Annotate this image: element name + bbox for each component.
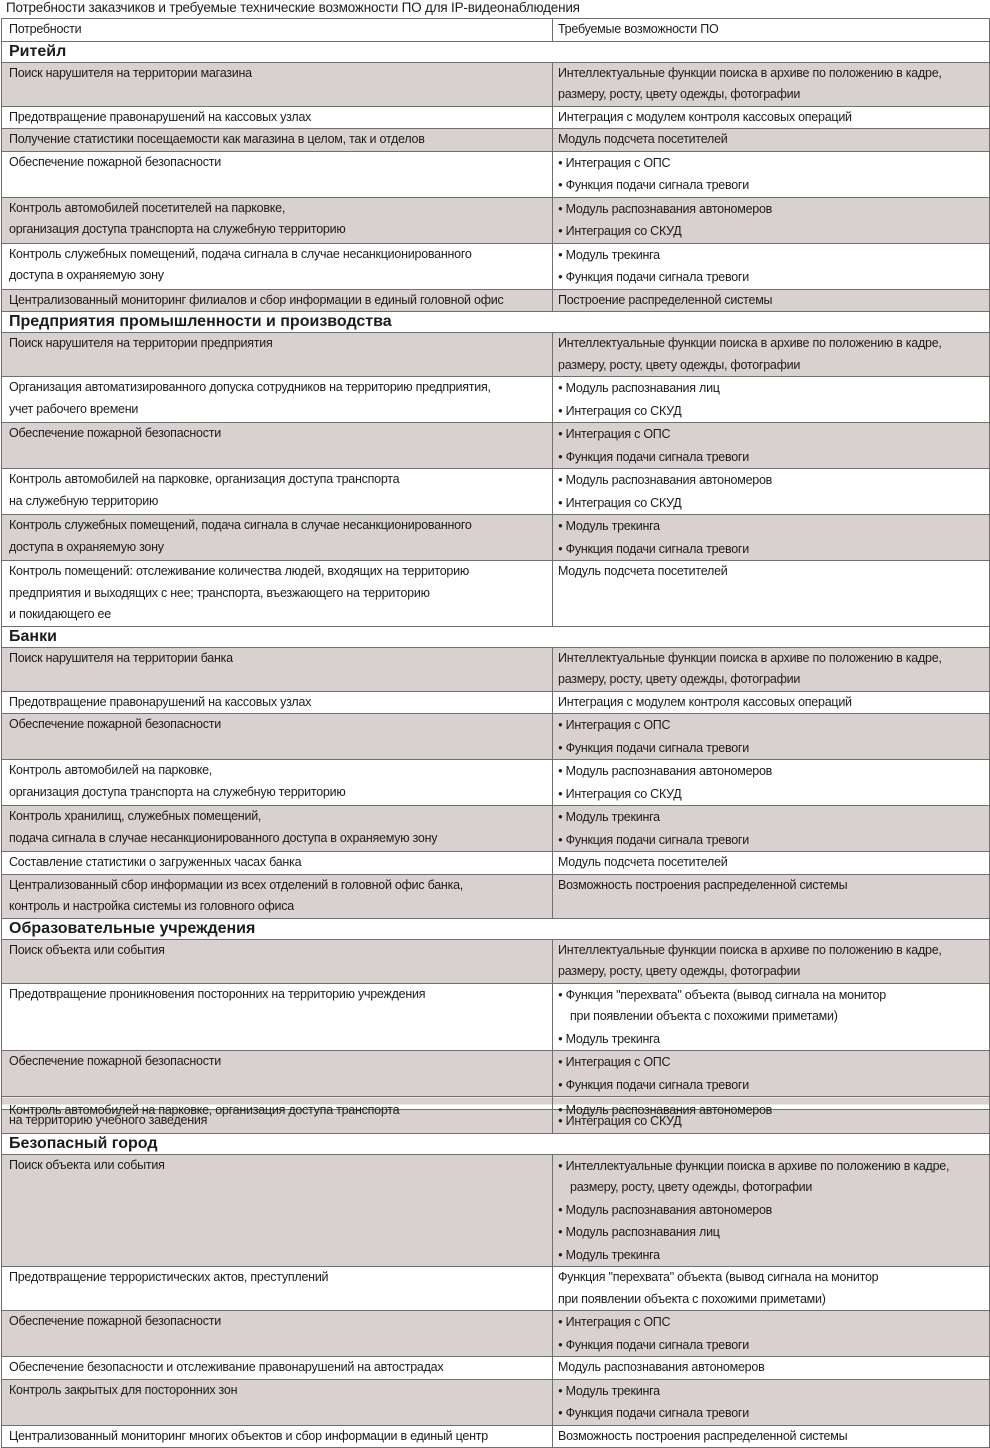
table-row (2, 106, 990, 129)
capability-label: Функция подачи сигнала тревоги (565, 1406, 749, 1420)
table-row (2, 333, 990, 377)
table-row (2, 874, 990, 918)
capability-text (558, 669, 989, 691)
capability-bullet-item (558, 1101, 989, 1117)
need-text: Обеспечение пожарной безопасности (9, 154, 221, 169)
table-row (2, 1154, 990, 1267)
bullet-icon (558, 224, 566, 238)
capability-cell (553, 874, 990, 918)
bullet-icon (558, 1384, 566, 1398)
need-text: Контроль автомобилей на парковке, организация доступа транспорта (9, 472, 400, 486)
need-cell (2, 1379, 553, 1425)
capability-bullet-item (558, 152, 989, 175)
capability-cell (553, 197, 990, 243)
bullet-icon (558, 1032, 566, 1046)
capability-cell (553, 647, 990, 691)
capability-bullet-item (558, 1244, 989, 1267)
capability-label: при появлении объекта с похожими приметами) (570, 1009, 838, 1023)
need-text: Поиск нарушителя на территории банка (9, 650, 233, 665)
capability-text (558, 1426, 989, 1448)
capability-label: Интеллектуальные функции поиска в архиве по положению в кадре, (558, 65, 942, 80)
table-row (2, 243, 990, 289)
need-text: Предотвращение правонарушений на кассовых узлах (9, 694, 312, 709)
need-cell (2, 874, 553, 918)
capability-text (558, 1267, 989, 1289)
table-row (2, 129, 990, 152)
capability-label: Интеграция с модулем контроля кассовых операций (558, 109, 852, 124)
bullet-icon (558, 1315, 566, 1329)
capability-cell (553, 561, 990, 627)
capability-label: Функция подачи сигнала тревоги (565, 1077, 749, 1092)
capability-label: Функция подачи сигнала тревоги (565, 541, 749, 556)
capability-text (558, 1177, 989, 1199)
capability-label: Модуль трекинга (565, 519, 660, 533)
need-text: Поиск нарушителя на территории магазина (9, 65, 252, 80)
capability-label: Функция "перехвата" объекта (вывод сигнала на монитор (565, 987, 886, 1002)
capability-label: Интеллектуальные функции поиска в архиве по положению в кадре, (558, 650, 942, 665)
need-cell (2, 1357, 553, 1380)
capability-label: Функция подачи сигнала тревоги (565, 449, 749, 464)
capability-text (558, 1357, 989, 1379)
need-text: Поиск нарушителя на территории предприятия (9, 336, 273, 350)
need-text: организация доступа транспорта на служебную территорию (9, 222, 346, 236)
bullet-icon (558, 473, 566, 487)
capability-label: Модуль трекинга (565, 1383, 660, 1398)
table-row (2, 691, 990, 714)
table-row (2, 423, 990, 469)
capability-cell (553, 983, 990, 1051)
capability-text (558, 648, 989, 670)
need-text (9, 1101, 552, 1109)
table-body (2, 19, 990, 1448)
bullet-icon (558, 833, 566, 847)
bullet-icon (558, 1159, 566, 1173)
capability-label: Модуль трекинга (565, 1031, 660, 1046)
bullet-icon (558, 542, 566, 556)
need-cell (2, 197, 553, 243)
need-cell (2, 714, 553, 760)
capability-cell (553, 852, 990, 875)
table-header-row (2, 19, 990, 42)
capability-bullet-item (558, 1334, 989, 1357)
capability-cell (553, 129, 990, 152)
capability-label: размеру, росту, цвету одежды, фотографии (558, 672, 801, 686)
capability-label: при появлении объекта с похожими приметами) (558, 1291, 826, 1306)
capability-label: Модуль трекинга (565, 247, 660, 262)
capability-label: Интеграция с ОПС (565, 427, 671, 441)
table-row (2, 1379, 990, 1425)
capability-label: размеру, росту, цвету одежды, фотографии (558, 87, 801, 101)
capability-bullet-item (558, 760, 989, 783)
need-cell (2, 1154, 553, 1267)
need-text: подача сигнала в случае несанкционированного доступа в охраняемую зону (9, 830, 438, 845)
capability-text (558, 63, 989, 85)
column-header-capabilities: Требуемые возможности ПО (553, 19, 990, 42)
capability-cell (553, 806, 990, 852)
capability-label: Возможность построения распределенной системы (558, 1428, 848, 1443)
need-cell (2, 243, 553, 289)
capability-label: Интеграция с ОПС (565, 718, 671, 732)
capability-cell (553, 106, 990, 129)
table-row (2, 760, 990, 806)
capability-label: Интеграция со СКУД (565, 786, 682, 801)
capability-label: Интеграция с ОПС (565, 155, 671, 170)
capability-label: Модуль распознавания автономеров (565, 473, 773, 487)
capability-label: Интеграция со СКУД (565, 1114, 682, 1128)
bullet-icon (558, 427, 566, 441)
capability-bullet-item (558, 1110, 989, 1133)
bullet-icon (558, 202, 566, 216)
need-text: Организация автоматизированного допуска сотрудников на территорию предприятия, (9, 380, 491, 394)
bullet-icon (558, 404, 566, 418)
capability-label: Модуль распознавания лиц (565, 1225, 720, 1239)
table-row (2, 983, 990, 1051)
capability-cell (553, 1311, 990, 1357)
capability-bullet-item (558, 492, 989, 515)
bullet-icon (558, 810, 566, 824)
capability-cell (553, 1357, 990, 1380)
section-header-row (2, 312, 990, 333)
need-cell (2, 852, 553, 875)
need-cell (2, 939, 553, 983)
need-cell (2, 691, 553, 714)
bullet-icon (558, 156, 566, 170)
bullet-icon (558, 764, 566, 778)
capability-text (558, 1289, 989, 1311)
section-header-row (2, 41, 990, 62)
need-cell (2, 647, 553, 691)
section-header-row (2, 626, 990, 647)
capability-cell (553, 243, 990, 289)
need-cell (2, 106, 553, 129)
table-row (2, 1097, 990, 1110)
need-text: и покидающего ее (9, 607, 111, 621)
need-text: Контроль служебных помещений, подача сигнала в случае несанкционированного (9, 246, 472, 261)
capability-cell (553, 1154, 990, 1267)
table-row (2, 151, 990, 197)
section-header-row (2, 1133, 990, 1154)
need-text: организация доступа транспорта на служебную территорию (9, 784, 346, 799)
bullet-icon (558, 496, 566, 510)
table-row (2, 515, 990, 561)
capability-bullet-item (558, 266, 989, 289)
need-cell (2, 760, 553, 806)
need-text: Централизованный мониторинг многих объектов и сбор информации в единый центр (9, 1428, 488, 1443)
capability-bullet-item (558, 1155, 989, 1178)
need-cell (2, 1425, 553, 1448)
bullet-icon (558, 519, 566, 533)
table-row (2, 1267, 990, 1311)
need-text: Предотвращение правонарушений на кассовых узлах (9, 109, 312, 124)
need-cell (2, 289, 553, 312)
capability-text (558, 940, 989, 962)
capability-bullet-item (558, 515, 989, 538)
requirements-table (1, 18, 990, 1448)
capability-bullet-item (558, 174, 989, 197)
capability-label: Построение распределенной системы (558, 292, 773, 307)
capability-label: Интеллектуальные функции поиска в архиве по положению в кадре, (558, 942, 942, 957)
need-text: Контроль помещений: отслеживание количества людей, входящих на территорию (9, 564, 469, 578)
bullet-icon (558, 270, 566, 284)
need-text: Поиск объекта или события (9, 942, 165, 957)
capability-text (558, 84, 989, 106)
capability-label: Интеграция с модулем контроля кассовых операций (558, 694, 852, 709)
capability-text (558, 692, 989, 714)
capability-label: Модуль распознавания автономеров (565, 1103, 773, 1117)
need-text: Поиск объекта или события (9, 1157, 165, 1172)
bullet-icon (558, 741, 566, 755)
capability-label: Модуль распознавания лиц (565, 381, 720, 395)
table-row (2, 1051, 990, 1097)
capability-cell (553, 62, 990, 106)
table-row (2, 1110, 990, 1134)
bullet-icon (558, 1203, 566, 1217)
need-text: Обеспечение пожарной безопасности (9, 426, 221, 440)
bullet-icon (558, 1406, 566, 1420)
section-title: Банки (2, 626, 990, 647)
bullet-icon (558, 178, 566, 192)
capability-text (558, 129, 989, 151)
capability-label: Модуль подсчета посетителей (558, 132, 728, 146)
need-cell (2, 806, 553, 852)
need-text: Контроль хранилищ, служебных помещений, (9, 809, 262, 823)
table-row (2, 469, 990, 515)
capability-bullet-item (558, 1402, 989, 1425)
table-row (2, 561, 990, 627)
capability-text (558, 852, 989, 874)
capability-text (558, 561, 989, 583)
capability-label: Интеграция с ОПС (565, 1055, 671, 1069)
capability-bullet-item (558, 829, 989, 852)
need-cell (2, 1267, 553, 1311)
need-text: Контроль закрытых для посторонних зон (9, 1382, 238, 1397)
capability-bullet-item (558, 714, 989, 737)
bullet-icon (558, 988, 566, 1002)
capability-bullet-item (558, 1221, 989, 1244)
section-title: Предприятия промышленности и производства (2, 312, 990, 333)
table-row (2, 1425, 990, 1448)
capability-bullet-item (558, 400, 989, 423)
table-row (2, 647, 990, 691)
document-title: Потребности заказчиков и требуемые технические возможности ПО для IP-видеонаблюдения (6, 0, 580, 15)
need-text: Централизованный сбор информации из всех отделений в головной офис банка, (9, 877, 463, 892)
need-text: Обеспечение безопасности и отслеживание правонарушений на автострадах (9, 1360, 444, 1374)
capability-label: Модуль трекинга (565, 1247, 660, 1262)
capability-label: Интеграция со СКУД (565, 403, 682, 418)
bullet-icon (558, 787, 566, 801)
table-row (2, 806, 990, 852)
need-text: Контроль автомобилей на парковке, (9, 763, 212, 777)
need-text: Обеспечение пожарной безопасности (9, 1054, 221, 1068)
bullet-icon (558, 1248, 566, 1262)
table-row (2, 62, 990, 106)
capability-text (558, 961, 989, 983)
need-text: Предотвращение террористических актов, преступлений (9, 1270, 329, 1284)
bullet-icon (558, 1078, 566, 1092)
bullet-icon (558, 1114, 566, 1128)
capability-cell (553, 1267, 990, 1311)
capability-label: Модуль распознавания автономеров (565, 201, 773, 216)
capability-cell (553, 377, 990, 423)
capability-label: Интеграция со СКУД (565, 224, 682, 238)
capability-cell (553, 469, 990, 515)
capability-label: Модуль подсчета посетителей (558, 855, 728, 869)
capability-label: Интеллектуальные функции поиска в архиве по положению в кадре, (565, 1158, 950, 1173)
capability-label: Функция подачи сигнала тревоги (565, 1337, 749, 1352)
need-cell (2, 62, 553, 106)
capability-label: Интеграция со СКУД (565, 495, 682, 510)
bullet-icon (558, 248, 566, 262)
table-row (2, 1311, 990, 1357)
capability-bullet-item (558, 469, 989, 492)
capability-bullet-item (558, 1028, 989, 1051)
section-title: Ритейл (2, 41, 990, 62)
capability-cell (553, 1097, 990, 1117)
need-cell (2, 515, 553, 561)
need-text: учет рабочего времени (9, 401, 139, 416)
capability-bullet-item (558, 244, 989, 267)
capability-label: Функция "перехвата" объекта (вывод сигнала на монитор (558, 1270, 879, 1284)
capability-bullet-item (558, 1051, 989, 1074)
capability-label: Модуль распознавания автономеров (558, 1360, 765, 1374)
need-text: Составление статистики о загруженных часах банка (9, 855, 302, 869)
capability-label: Функция подачи сигнала тревоги (565, 740, 749, 755)
table-row (2, 197, 990, 243)
capability-bullet-item (558, 1199, 989, 1222)
capability-cell (553, 151, 990, 197)
capability-cell (553, 423, 990, 469)
capability-cell (553, 1051, 990, 1097)
capability-bullet-item (558, 984, 989, 1007)
need-text: контроль и настройка системы из головного офиса (9, 899, 294, 913)
need-cell (2, 1051, 553, 1097)
capability-bullet-item (558, 377, 989, 400)
capability-label: Модуль подсчета посетителей (558, 564, 728, 578)
capability-bullet-item (558, 1074, 989, 1097)
capability-label: Возможность построения распределенной системы (558, 877, 848, 892)
capability-label: Интеллектуальные функции поиска в архиве по положению в кадре, (558, 336, 942, 350)
need-text: доступа в охраняемую зону (9, 268, 164, 282)
capability-bullet-item (558, 806, 989, 829)
capability-cell (553, 691, 990, 714)
need-cell (2, 129, 553, 152)
table-row (2, 939, 990, 983)
need-text: Контроль автомобилей посетителей на парковке, (9, 200, 286, 215)
capability-bullet-item (558, 220, 989, 243)
table-row (2, 377, 990, 423)
capability-bullet-item (558, 446, 989, 469)
capability-bullet-item (558, 737, 989, 760)
need-cell (2, 333, 553, 377)
capability-cell (553, 939, 990, 983)
need-cell (2, 1097, 553, 1110)
need-text: на служебную территорию (9, 493, 159, 508)
capability-label: Функция подачи сигнала тревоги (565, 178, 749, 192)
need-text: Обеспечение пожарной безопасности (9, 717, 221, 731)
capability-cell (553, 1425, 990, 1448)
capability-label: Модуль трекинга (565, 810, 660, 824)
need-cell (2, 983, 553, 1051)
capability-text (558, 1006, 989, 1028)
need-cell (2, 151, 553, 197)
need-text: доступа в охраняемую зону (9, 539, 164, 554)
need-cell (2, 1311, 553, 1357)
capability-bullet-item (558, 1380, 989, 1403)
capability-cell (553, 714, 990, 760)
table-row (2, 1357, 990, 1380)
bullet-icon (558, 718, 566, 732)
section-title: Образовательные учреждения (2, 918, 990, 939)
capability-label: Модуль распознавания автономеров (565, 1202, 773, 1217)
section-title: Безопасный город (2, 1133, 990, 1154)
need-cell (2, 561, 553, 627)
capability-text (558, 107, 989, 129)
capability-bullet-item (558, 538, 989, 561)
need-text: Контроль служебных помещений, подача сигнала в случае несанкционированного (9, 518, 472, 532)
capability-bullet-item (558, 198, 989, 221)
need-cell (2, 423, 553, 469)
capability-label: размеру, росту, цвету одежды, фотографии (558, 964, 801, 978)
capability-bullet-item (558, 783, 989, 806)
table-row (2, 714, 990, 760)
bullet-icon (558, 450, 566, 464)
capability-cell (553, 515, 990, 561)
capability-cell (553, 760, 990, 806)
capability-label: Интеграция с ОПС (565, 1315, 671, 1329)
capability-label: размеру, росту, цвету одежды, фотографии (570, 1180, 813, 1194)
bullet-icon (558, 1338, 566, 1352)
column-header-needs: Потребности (2, 19, 553, 42)
capability-cell (553, 289, 990, 312)
capability-bullet-item (558, 1311, 989, 1334)
need-text: Централизованный мониторинг филиалов и сбор информации в единый головной офис (9, 292, 504, 307)
bullet-icon (558, 381, 566, 395)
capability-text (558, 355, 989, 377)
bullet-icon (558, 1225, 566, 1239)
section-header-row (2, 918, 990, 939)
capability-label: размеру, росту, цвету одежды, фотографии (558, 357, 801, 372)
capability-text (558, 875, 989, 897)
need-cell (2, 377, 553, 423)
capability-label: Модуль распознавания автономеров (565, 764, 773, 778)
need-text: Предотвращение проникновения посторонних на территорию учреждения (9, 986, 426, 1001)
need-text: Обеспечение пожарной безопасности (9, 1314, 221, 1328)
capability-label: Функция подачи сигнала тревоги (565, 832, 749, 847)
need-text: на территорию учебного заведения (9, 1113, 208, 1127)
capability-text (558, 333, 989, 355)
need-cell (2, 469, 553, 515)
capability-text (558, 290, 989, 312)
capability-cell (553, 333, 990, 377)
capability-bullet-item (558, 423, 989, 446)
capability-label: Функция подачи сигнала тревоги (565, 270, 749, 284)
capability-cell (553, 1379, 990, 1425)
bullet-icon (558, 1055, 566, 1069)
table-row (2, 289, 990, 312)
need-text: Получение статистики посещаемости как магазина в целом, так и отделов (9, 132, 425, 146)
need-text: предприятия и выходящих с нее; транспорта, въезжающего на территорию (9, 585, 430, 600)
table-row (2, 852, 990, 875)
